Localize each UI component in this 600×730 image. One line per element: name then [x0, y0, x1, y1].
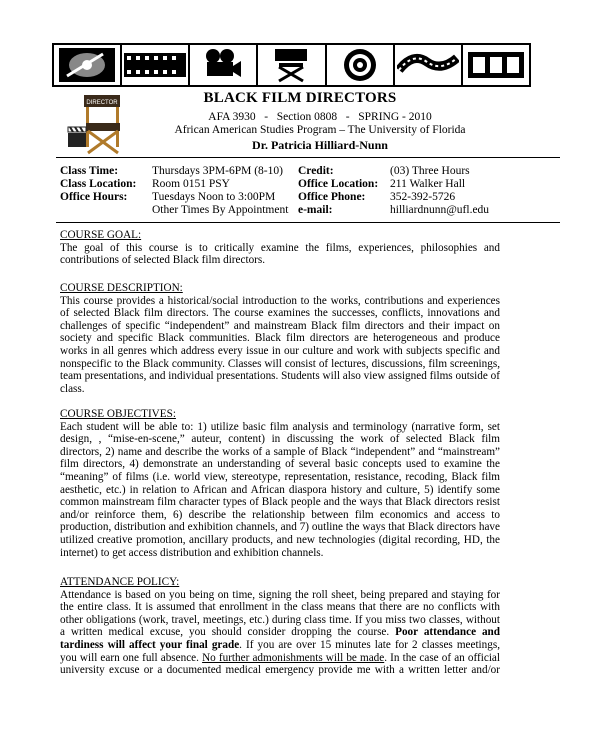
paragraph-line: works in all genres which address every issue in our culture and work with subjects specific and — [60, 344, 500, 357]
paragraph-line: and/or reinforce them, 6) describe the relationship between film economics and access to — [60, 508, 500, 521]
class-time-value: Thursdays 3PM-6PM (8-10) — [152, 165, 283, 177]
paragraph-line: the entire class. It is assumed that enrollment in the class means that there are no conflicts with — [60, 601, 500, 614]
office-hours-value: Tuesdays Noon to 3:00PM — [152, 191, 276, 203]
film-strip-wave-icon — [395, 45, 463, 85]
text-run: . In the case of an official — [384, 651, 500, 664]
program-name: African American Studies Program – The University of Florida — [174, 124, 466, 136]
paragraph-line — [60, 626, 500, 639]
office-phone-label: Office Phone: — [298, 191, 366, 203]
film-frames-icon — [463, 45, 529, 85]
office-location-value: 211 Walker Hall — [390, 178, 466, 190]
class-location-value: Room 0151 PSY — [152, 178, 230, 190]
bold-text: tardiness will affect your final grade — [60, 638, 240, 651]
film-spiral-icon — [327, 45, 395, 85]
paragraph-line — [60, 639, 500, 652]
paragraph-line: of selected Black film directors. The course examines the successes, conflicts, innovations and — [60, 307, 500, 320]
film-reel-icon — [54, 45, 122, 85]
section-heading: COURSE GOAL: — [60, 229, 142, 241]
paragraph-line: nonspecific to the Black community. Classes will consist of lectures, discussions, film screenings, — [60, 357, 500, 370]
paragraph-line: utilized creative promotion, ancillary products, and new technologies (digital recording, HD, the — [60, 533, 500, 546]
divider — [56, 157, 560, 158]
paragraph-line: “meaning” of films (i.e. world view, stereotype, representation, resistance, recoding, Black film — [60, 470, 500, 483]
office-location-label: Office Location: — [298, 178, 379, 190]
course-objectives-section — [60, 408, 500, 559]
movie-camera-icon — [190, 45, 258, 85]
section-heading: COURSE OBJECTIVES: — [60, 408, 176, 420]
paragraph-line: team presentations, and individual presentations. Students will also view assigned films outside of — [60, 370, 500, 383]
class-info-left — [60, 165, 290, 217]
separator: - — [264, 111, 269, 123]
credit-value: (03) Three Hours — [390, 165, 470, 177]
course-title: BLACK FILM DIRECTORS — [203, 90, 397, 106]
office-phone-value: 352-392-5726 — [390, 191, 456, 203]
paragraph-line: other obligations (work, travel, meetings, etc.) during class time. If you miss two classes, without — [60, 613, 500, 626]
paragraph-line: film directors, 4) demonstrate an understanding of several basic concepts used to examine the — [60, 458, 500, 471]
course-code: AFA 3930 — [208, 111, 256, 123]
course-meta — [0, 111, 600, 123]
svg-text:DIRECTOR: DIRECTOR — [86, 100, 118, 106]
text-run: . If you are over 15 minutes late for 2 classes meetings, — [239, 638, 501, 651]
bold-text: Poor attendance and — [395, 626, 500, 639]
paragraph-line: This course provides a historical/social introduction to the works, contributions and experiences — [60, 294, 500, 307]
underlined-text: No further admonishments will be made — [202, 651, 385, 664]
paragraph-line: challenges of specific “independent” and mainstream Black film directors and their impact on — [60, 319, 500, 332]
office-hours-extra: Other Times By Appointment — [152, 204, 289, 216]
section-heading: ATTENDANCE POLICY: — [60, 576, 180, 588]
course-goal-section — [60, 229, 500, 267]
term: SPRING - 2010 — [358, 111, 432, 123]
text-run: you will earn one full absence. — [60, 651, 203, 664]
paragraph-line: Attendance is based on you being on time, signing the roll sheet, being prepared and staying for — [60, 588, 500, 601]
paragraph-line: class. — [60, 382, 85, 395]
paragraph-line: production, distribution and exhibition channels, and 7) outline the ways that Black directors have — [60, 521, 500, 534]
paragraph-line: design, , “mise-en-scene,” auteur, content) in discussing the work of selected Black film — [60, 433, 500, 446]
email-value: hilliardnunn@ufl.edu — [390, 204, 490, 216]
office-hours-label: Office Hours: — [60, 191, 128, 203]
email-label: e-mail: — [298, 204, 333, 216]
divider — [56, 222, 560, 223]
paragraph-line: society and specific Black communities. Black film directors are heterogeneous and produce — [60, 332, 500, 345]
class-location-label: Class Location: — [60, 178, 137, 190]
paragraph-line: Each student will be able to: 1) utilize basic film analysis and terminology (narrative form, set — [60, 420, 500, 433]
text-run: a written medical excuse, you should consider dropping the course. — [60, 626, 396, 639]
paragraph-line: aesthetic, etc.) in relation to African and African diaspora history and culture, 5) identify some — [60, 483, 500, 496]
attendance-policy-section — [60, 576, 500, 677]
section-heading: COURSE DESCRIPTION: — [60, 282, 183, 294]
separator: - — [345, 111, 350, 123]
section-number: Section 0808 — [276, 111, 338, 123]
class-time-label: Class Time: — [60, 165, 119, 177]
paragraph-line: common mainstream film character types of Black people and the ways that Black directors resist — [60, 496, 500, 509]
paragraph-line — [60, 652, 500, 665]
paragraph-line: contributions of selected Black film directors. — [60, 254, 266, 267]
credit-label: Credit: — [298, 165, 334, 177]
class-info-right — [298, 165, 558, 217]
paragraph-line: directors, 2) name and describe the works of a sample of Black “independent” and “mainstream” — [60, 445, 500, 458]
directors-chair-icon — [258, 45, 326, 85]
film-icon-banner — [52, 43, 531, 87]
paragraph-line: university excuse or a documented medical emergency provide me with a written letter and/or — [60, 664, 500, 677]
paragraph-line: internet) to get access distribution and exhibition channels. — [60, 546, 324, 559]
paragraph-line: The goal of this course is to critically examine the films, experiences, philosophies and — [60, 241, 500, 254]
course-description-section — [60, 282, 500, 395]
film-strip-icon — [122, 45, 190, 85]
instructor-name: Dr. Patricia Hilliard-Nunn — [252, 138, 388, 152]
